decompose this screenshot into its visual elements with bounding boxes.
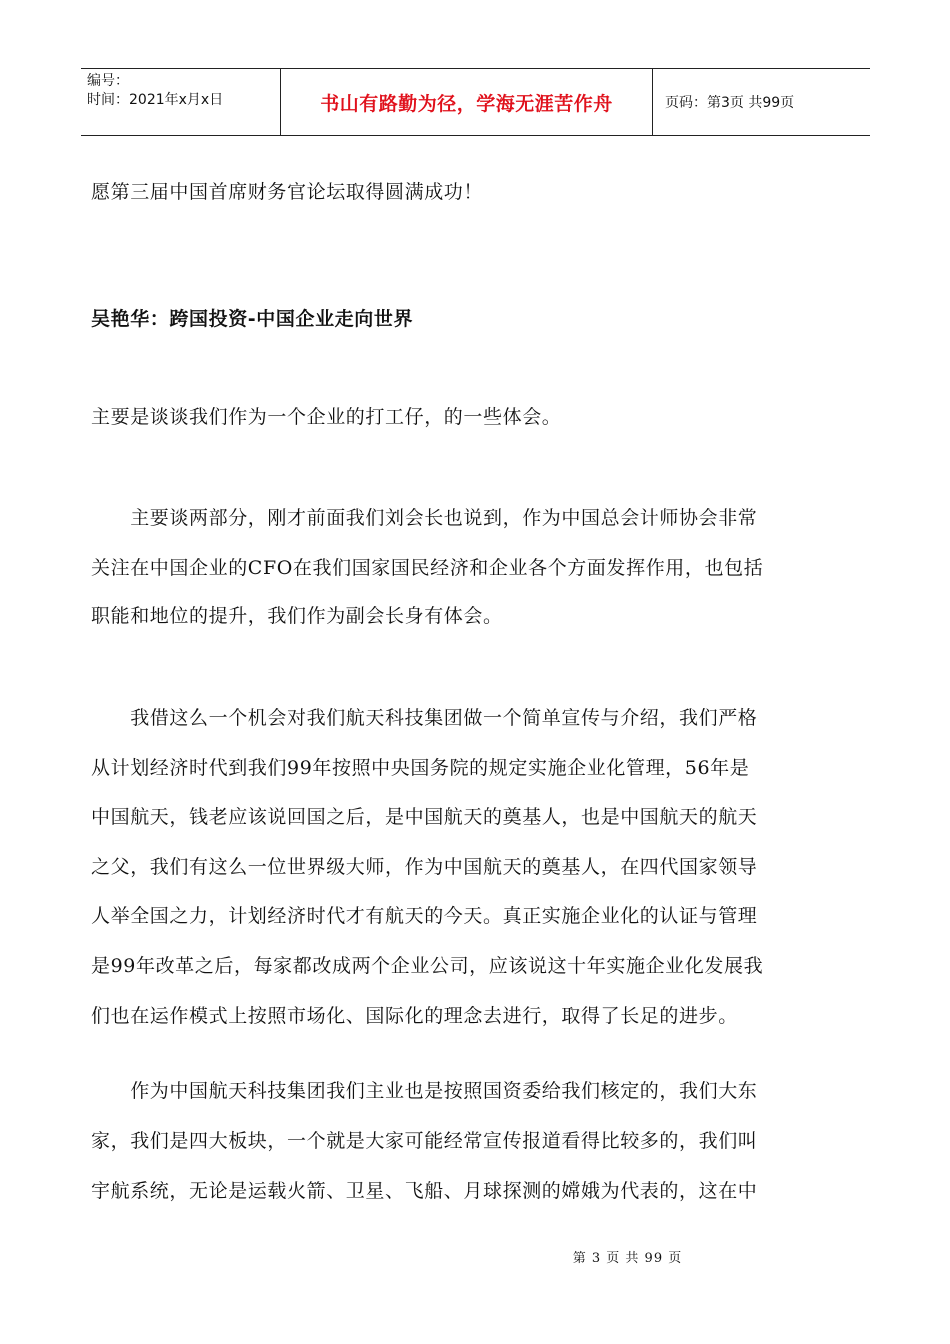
paragraph-line: 主要谈两部分，刚才前面我们刘会长也说到，作为中国总会计师协会非常 — [91, 507, 758, 529]
header-motto: 书山有路勤为径，学海无涯苦作舟 — [281, 69, 653, 135]
paragraph-line: 我借这么一个机会对我们航天科技集团做一个简单宣传与介绍，我们严格 — [91, 707, 758, 729]
paragraph-line: 是99年改革之后，每家都改成两个企业公司，应该说这十年实施企业化发展我 — [91, 955, 764, 977]
page-footer: 第 3 页 共 99 页 — [572, 1251, 683, 1266]
paragraph-line: 宇航系统，无论是运载火箭、卫星、飞船、月球探测的嫦娥为代表的，这在中 — [91, 1180, 758, 1202]
paragraph-line: 作为中国航天科技集团我们主业也是按照国资委给我们核定的，我们大东 — [91, 1080, 758, 1102]
paragraph-line: 关注在中国企业的CFO在我们国家国民经济和企业各个方面发挥作用，也包括 — [91, 557, 764, 579]
paragraph-line: 从计划经济时代到我们99年按照中央国务院的规定实施企业化管理，56年是 — [91, 757, 750, 779]
paragraph-line: 之父，我们有这么一位世界级大师，作为中国航天的奠基人，在四代国家领导 — [91, 856, 758, 878]
paragraph-line: 职能和地位的提升，我们作为副会长身有体会。 — [91, 605, 503, 627]
page-header — [81, 68, 870, 136]
time-label: 时间：2021年x月x日 — [87, 92, 224, 108]
header-meta — [81, 69, 281, 135]
paragraph-line: 主要是谈谈我们作为一个企业的打工仔，的一些体会。 — [91, 406, 562, 428]
header-page-info: 页码：第3页 共99页 — [665, 95, 795, 111]
paragraph-line: 人举全国之力，计划经济时代才有航天的今天。真正实施企业化的认证与管理 — [91, 905, 758, 927]
number-label: 编号： — [87, 73, 129, 89]
section-heading: 吴艳华：跨国投资-中国企业走向世界 — [91, 308, 414, 330]
paragraph-line: 们也在运作模式上按照市场化、国际化的理念去进行，取得了长足的进步。 — [91, 1005, 738, 1027]
paragraph-line: 中国航天，钱老应该说回国之后，是中国航天的奠基人，也是中国航天的航天 — [91, 806, 758, 828]
paragraph-line: 家，我们是四大板块，一个就是大家可能经常宣传报道看得比较多的，我们叫 — [91, 1130, 758, 1152]
closing-line: 愿第三届中国首席财务官论坛取得圆满成功！ — [91, 181, 484, 203]
